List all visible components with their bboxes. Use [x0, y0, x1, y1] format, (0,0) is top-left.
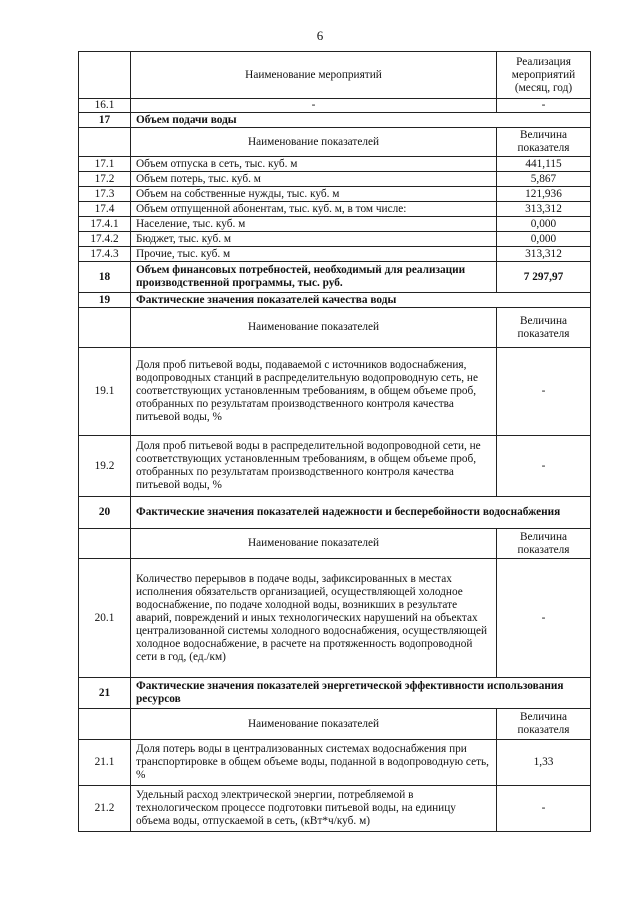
subheader-num-cell: [79, 308, 131, 348]
row-name: Объем отпуска в сеть, тыс. куб. м: [131, 157, 497, 172]
row-number: 17.4.1: [79, 217, 131, 232]
row-value: -: [497, 99, 591, 113]
row-value: 7 297,97: [497, 262, 591, 293]
row-value: -: [497, 348, 591, 436]
row-value: 1,33: [497, 740, 591, 786]
row-name: Объем финансовых потребностей, необходимый для реализации производственной программы, тыс. руб.: [131, 262, 497, 293]
section-row: [79, 293, 591, 308]
row-name: Объем потерь, тыс. куб. м: [131, 172, 497, 187]
table-row: [79, 247, 591, 262]
row-name: Доля потерь воды в централизованных системах водоснабжения при транспортировке в общем объеме воды, поданной в водопроводную сеть, %: [131, 740, 497, 786]
table-row: [79, 187, 591, 202]
subheader-name-cell: Наименование показателей: [131, 709, 497, 740]
section-title: Объем подачи воды: [131, 113, 591, 128]
row-number: 17.3: [79, 187, 131, 202]
table-row: [79, 232, 591, 247]
row-value: -: [497, 559, 591, 678]
subheader-value-cell: Величина показателя: [497, 128, 591, 157]
row-name: Прочие, тыс. куб. м: [131, 247, 497, 262]
header-num-cell: [79, 52, 131, 99]
row-number: 19.1: [79, 348, 131, 436]
row-value: 441,115: [497, 157, 591, 172]
row-name: Доля проб питьевой воды в распределительной водопроводной сети, не соответствующих установленным требованиям, в общем объеме проб, отобранных по результатам производственного контроля качества питьевой воды, %: [131, 436, 497, 497]
table-row: [79, 559, 591, 678]
table-row: [79, 217, 591, 232]
program-indicators-table: [78, 51, 591, 832]
row-value: 5,867: [497, 172, 591, 187]
table-row: [79, 157, 591, 172]
subheader-row: [79, 128, 591, 157]
section-row: [79, 497, 591, 529]
row-number: 19.2: [79, 436, 131, 497]
subheader-num-cell: [79, 709, 131, 740]
subheader-row: [79, 308, 591, 348]
row-value: 0,000: [497, 232, 591, 247]
row-number: 18: [79, 262, 131, 293]
row-number: 17.2: [79, 172, 131, 187]
subheader-name-cell: Наименование показателей: [131, 128, 497, 157]
row-number: 16.1: [79, 99, 131, 113]
row-value: 313,312: [497, 202, 591, 217]
table-row: [79, 348, 591, 436]
table-header-row: [79, 52, 591, 99]
subheader-row: [79, 529, 591, 559]
subheader-num-cell: [79, 529, 131, 559]
row-value: 0,000: [497, 217, 591, 232]
table-row: [79, 786, 591, 832]
row-number: 17.4.2: [79, 232, 131, 247]
table-row: [79, 172, 591, 187]
row-name: Объем на собственные нужды, тыс. куб. м: [131, 187, 497, 202]
row-number: 21.2: [79, 786, 131, 832]
table-row: [79, 99, 591, 113]
row-name: Удельный расход электрической энергии, потребляемой в технологическом процессе подготовки питьевой воды, на единицу объема воды, отпускаемой в сеть, (кВт*ч/куб. м): [131, 786, 497, 832]
row-value: -: [497, 786, 591, 832]
row-name: Бюджет, тыс. куб. м: [131, 232, 497, 247]
row-value: -: [497, 436, 591, 497]
section-number: 21: [79, 678, 131, 709]
row-name: Доля проб питьевой воды, подаваемой с источников водоснабжения, водопроводных станций в распределительную водопроводную сеть, не соответствующих установленным требованиям, в общем объеме проб, отобранных по результатам производственного контроля качества питьевой воды, %: [131, 348, 497, 436]
subheader-value-cell: Величина показателя: [497, 709, 591, 740]
subheader-value-cell: Величина показателя: [497, 308, 591, 348]
row-number: 20.1: [79, 559, 131, 678]
subheader-row: [79, 709, 591, 740]
section-title: Фактические значения показателей надежности и бесперебойности водоснабжения: [131, 497, 591, 529]
row-number: 21.1: [79, 740, 131, 786]
row-name: Объем отпущенной абонентам, тыс. куб. м, в том числе:: [131, 202, 497, 217]
section-number: 17: [79, 113, 131, 128]
row-number: 17.1: [79, 157, 131, 172]
table-row: [79, 202, 591, 217]
subheader-name-cell: Наименование показателей: [131, 308, 497, 348]
row-value: 121,936: [497, 187, 591, 202]
page-number: 6: [316, 28, 324, 43]
table-row: [79, 740, 591, 786]
subheader-name-cell: Наименование показателей: [131, 529, 497, 559]
table-row: [79, 436, 591, 497]
row-value: 313,312: [497, 247, 591, 262]
row-number: 17.4.3: [79, 247, 131, 262]
section-row: [79, 113, 591, 128]
table-row: [79, 262, 591, 293]
row-name: Население, тыс. куб. м: [131, 217, 497, 232]
section-title: Фактические значения показателей качества воды: [131, 293, 591, 308]
section-number: 19: [79, 293, 131, 308]
row-number: 17.4: [79, 202, 131, 217]
section-row: [79, 678, 591, 709]
header-name-cell: Наименование мероприятий: [131, 52, 497, 99]
section-number: 20: [79, 497, 131, 529]
header-value-cell: Реализация мероприятий (месяц, год): [497, 52, 591, 99]
section-title: Фактические значения показателей энергетической эффективности использования ресурсов: [131, 678, 591, 709]
subheader-num-cell: [79, 128, 131, 157]
row-name: -: [131, 99, 497, 113]
subheader-value-cell: Величина показателя: [497, 529, 591, 559]
row-name: Количество перерывов в подаче воды, зафиксированных в местах исполнения обязательств организацией, осуществляющей холодное водоснабжение, по подаче холодной воды, возникших в результате аварий, повреждений и иных технологических нарушений на объектах централизованной системы холодного водоснабжения, осуществляющей холодное водоснабжение, в расчете на протяженность водопроводной сети в год, (ед./км): [131, 559, 497, 678]
